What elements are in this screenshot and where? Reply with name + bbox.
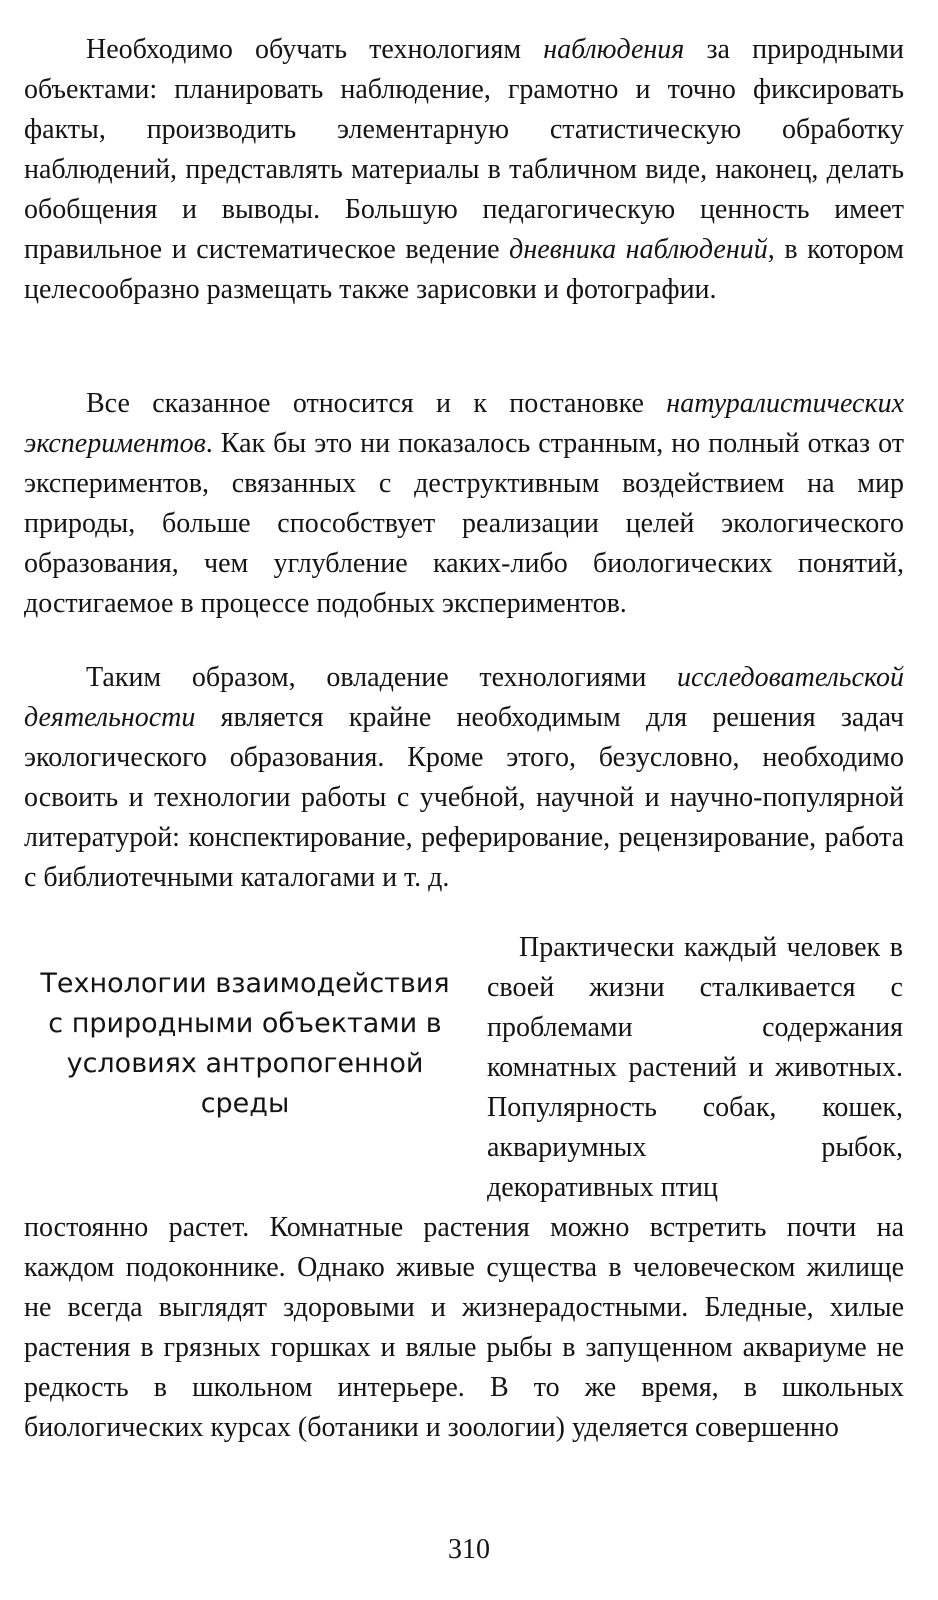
paragraph-text: Необходимо обучать технологиям (86, 34, 544, 65)
paragraph-text: за природными объектами: планировать наблюдение, грамотно и точно фиксировать факты, производить элементарную статистическую обработку наблюдений, представлять материалы в табличном виде, наконец, делать обобщения и выводы. Большую педагогическую ценность имеет правильное и систематическое ведение (24, 34, 904, 265)
paragraph-text: Таким образом, овладение технологиями (86, 662, 678, 693)
paragraph-research (24, 658, 904, 898)
paragraph-text: . Как бы это ни показалось странным, но полный отказ от экспериментов, связанных с деструктивным воздействием на мир природы, больше способствует реализации целей экологического образования, чем углубление каких-либо биологических понятий, достигаемое в процессе подобных экспериментов. (24, 428, 904, 619)
paragraph-experiments (24, 384, 904, 624)
section-heading: Технологии взаимодействия с природными объектами в условиях антропогенной среды (40, 968, 450, 1119)
emphasis-term: натуралистических экспериментов (24, 388, 904, 459)
emphasis-term: исследовательской деятельности (24, 662, 904, 733)
paragraph-text: является крайне необходимым для решения задач экологического образования. Кроме этого, безусловно, необходимо освоить и технологии работы с учебной, научной и научно-популярной литературой: конспектирование, реферирование, рецензирование, работа с библиотечными каталогами и т. д. (24, 702, 904, 893)
page-number: 310 (448, 1534, 490, 1565)
emphasis-term: наблюдения (543, 34, 685, 65)
paragraph-text: в котором целесообразно размещать также зарисовки и фотографии. (24, 234, 905, 305)
emphasis-term: дневника наблюдений, (509, 234, 775, 265)
paragraph-observation (24, 30, 904, 310)
paragraph-pets-continued: постоянно растет. Комнатные растения можно встретить почти на каждом подоконнике. Однако живые существа в человеческом жилище не всегда выглядят здоровыми и жизнерадостными. Бледные, хилые растения в грязных горшках и вялые рыбы в запущенном аквариуме не редкость в школьном интерьере. В то же время, в школьных биологических курсах (ботаники и зоологии) уделяется совершенно (24, 1212, 904, 1443)
paragraph-pets-start: Практически каждый человек в своей жизни сталкивается с проблемами содержания комнатных растений и животных. Популярность собак, кошек, аквариумных рыбок, декоративных птиц (487, 932, 903, 1203)
paragraph-text: Все сказанное относится и к постановке (86, 388, 667, 419)
